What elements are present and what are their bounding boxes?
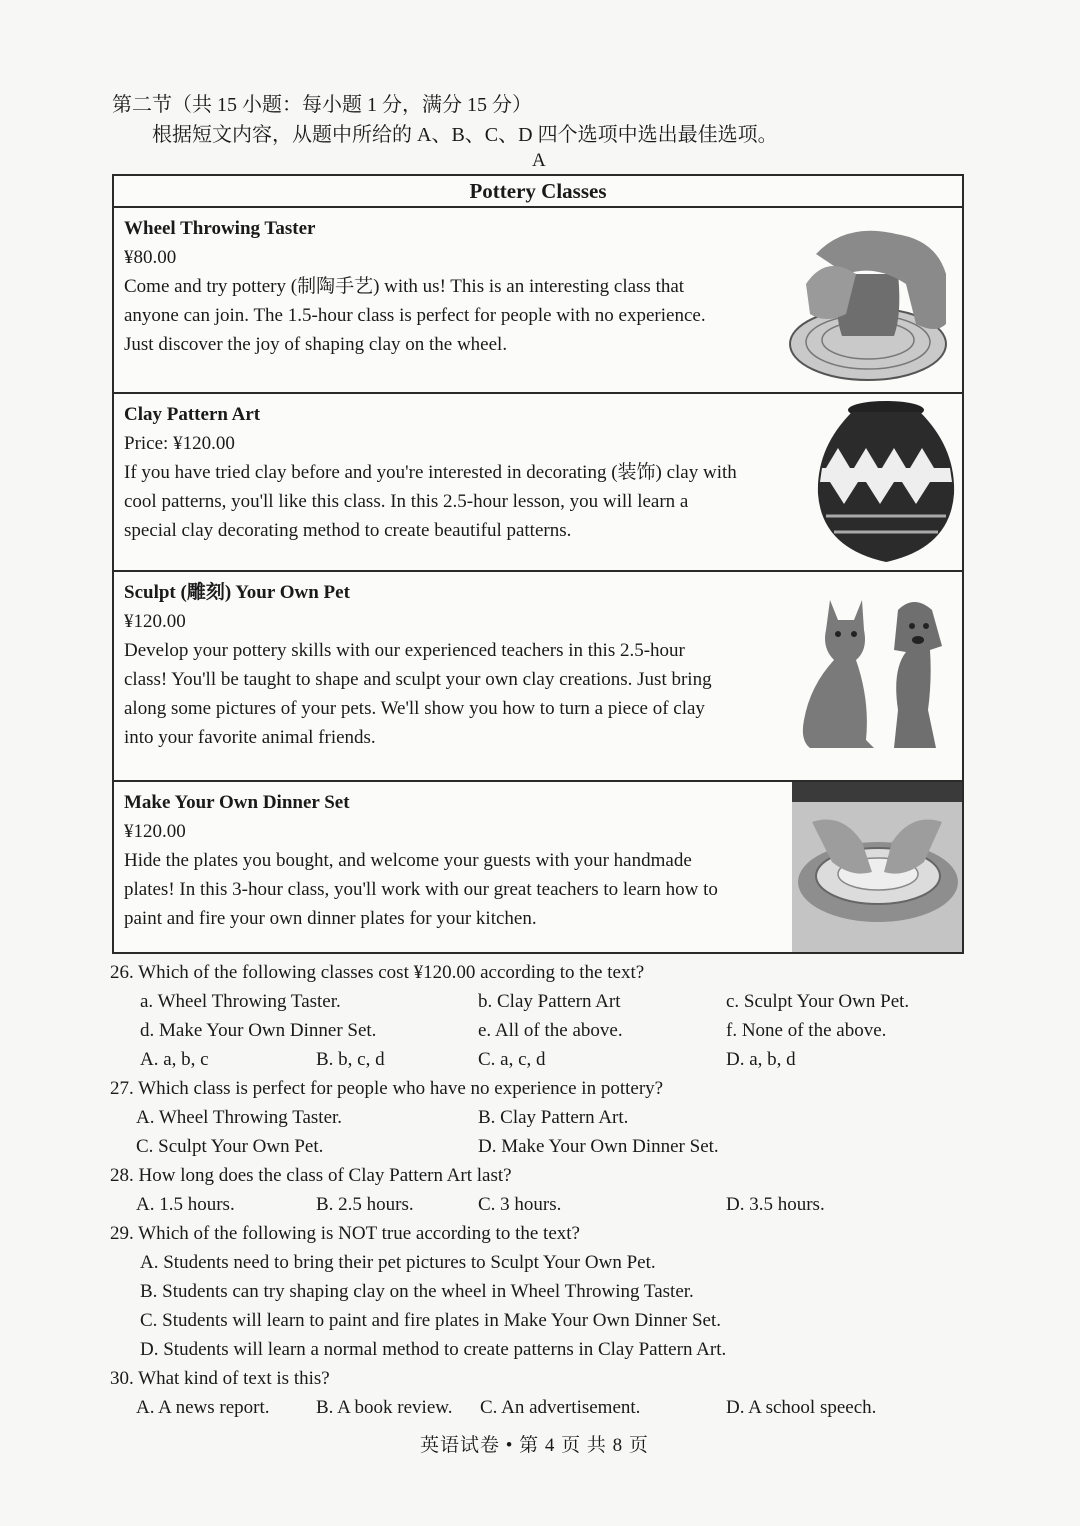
class-name: Make Your Own Dinner Set xyxy=(124,792,350,813)
question-26-stem: 26. Which of the following classes cost ¥120.00 according to the text? xyxy=(110,962,645,983)
passage-label: A xyxy=(532,150,546,171)
q28-option-a[interactable]: A. 1.5 hours. xyxy=(136,1194,235,1215)
q26-option-a[interactable]: A. a, b, c xyxy=(140,1049,209,1070)
desc-line: plates! In this 3-hour class, you'll work with our great teachers to learn how to xyxy=(124,879,718,900)
desc-line: Hide the plates you bought, and welcome your guests with your handmade xyxy=(124,850,692,871)
q28-option-c[interactable]: C. 3 hours. xyxy=(478,1194,562,1215)
class-text xyxy=(124,400,794,545)
q26-option-d[interactable]: D. a, b, d xyxy=(726,1049,796,1070)
desc-line: paint and fire your own dinner plates for your kitchen. xyxy=(124,908,537,929)
desc-line: anyone can join. The 1.5-hour class is perfect for people with no experience. xyxy=(124,305,706,326)
q28-option-d[interactable]: D. 3.5 hours. xyxy=(726,1194,825,1215)
q27-option-b[interactable]: B. Clay Pattern Art. xyxy=(478,1107,629,1128)
class-text xyxy=(124,788,776,933)
class-clay-pattern-art xyxy=(114,394,962,572)
q27-option-c[interactable]: C. Sculpt Your Own Pet. xyxy=(136,1136,324,1157)
class-price: ¥80.00 xyxy=(124,247,177,268)
instruction: 根据短文内容，从题中所给的 A、B、C、D 四个选项中选出最佳选项。 xyxy=(152,124,778,146)
q29-option-c[interactable]: C. Students will learn to paint and fire plates in Make Your Own Dinner Set. xyxy=(140,1310,722,1331)
pottery-ad xyxy=(112,174,964,954)
class-text xyxy=(124,578,769,752)
desc-line: into your favorite animal friends. xyxy=(124,727,376,748)
q26-option-b[interactable]: B. b, c, d xyxy=(316,1049,385,1070)
question-29-stem: 29. Which of the following is NOT true according to the text? xyxy=(110,1223,580,1244)
class-make-your-own-dinner-set xyxy=(114,782,962,954)
desc-line: Come and try pottery (制陶手艺) with us! This is an interesting class that xyxy=(124,276,685,297)
q26-item: a. Wheel Throwing Taster. xyxy=(140,991,341,1012)
class-name: Sculpt (雕刻) Your Own Pet xyxy=(124,582,350,603)
q30-option-c[interactable]: C. An advertisement. xyxy=(480,1397,641,1418)
q26-item: b. Clay Pattern Art xyxy=(478,991,621,1012)
clay-pets-image xyxy=(790,590,958,762)
class-price: Price: ¥120.00 xyxy=(124,433,235,454)
class-sculpt-your-own-pet xyxy=(114,572,962,782)
q29-option-d[interactable]: D. Students will learn a normal method to create patterns in Clay Pattern Art. xyxy=(140,1339,727,1360)
q26-item: f. None of the above. xyxy=(726,1020,887,1041)
section-heading: 第二节（共 15 小题：每小题 1 分，满分 15 分） xyxy=(112,94,532,116)
page-footer: 英语试卷 • 第 4 页 共 8 页 xyxy=(420,1435,649,1456)
desc-line: along some pictures of your pets. We'll show you how to turn a piece of clay xyxy=(124,698,705,719)
question-27-stem: 27. Which class is perfect for people who have no experience in pottery? xyxy=(110,1078,664,1099)
question-30-stem: 30. What kind of text is this? xyxy=(110,1368,330,1389)
class-text xyxy=(124,214,774,359)
desc-line: class! You'll be taught to shape and sculpt your own clay creations. Just bring xyxy=(124,669,712,690)
class-wheel-throwing xyxy=(114,208,962,394)
class-price: ¥120.00 xyxy=(124,611,186,632)
class-name: Wheel Throwing Taster xyxy=(124,218,316,239)
q30-option-a[interactable]: A. A news report. xyxy=(136,1397,270,1418)
q28-option-b[interactable]: B. 2.5 hours. xyxy=(316,1194,414,1215)
q29-option-a[interactable]: A. Students need to bring their pet pictures to Sculpt Your Own Pet. xyxy=(140,1252,656,1273)
desc-line: special clay decorating method to create beautiful patterns. xyxy=(124,520,572,541)
q26-item: d. Make Your Own Dinner Set. xyxy=(140,1020,377,1041)
question-28-stem: 28. How long does the class of Clay Pattern Art last? xyxy=(110,1165,512,1186)
q30-option-b[interactable]: B. A book review. xyxy=(316,1397,453,1418)
q30-option-d[interactable]: D. A school speech. xyxy=(726,1397,877,1418)
q27-option-d[interactable]: D. Make Your Own Dinner Set. xyxy=(478,1136,719,1157)
q26-option-c[interactable]: C. a, c, d xyxy=(478,1049,546,1070)
desc-line: If you have tried clay before and you're interested in decorating (装饰) clay with xyxy=(124,462,737,483)
pottery-wheel-image xyxy=(786,214,956,386)
q26-item: e. All of the above. xyxy=(478,1020,623,1041)
class-name: Clay Pattern Art xyxy=(124,404,261,425)
desc-line: Develop your pottery skills with our experienced teachers in this 2.5-hour xyxy=(124,640,685,661)
patterned-vase-image xyxy=(812,398,960,566)
q26-item: c. Sculpt Your Own Pet. xyxy=(726,991,910,1012)
desc-line: cool patterns, you'll like this class. In this 2.5-hour lesson, you will learn a xyxy=(124,491,689,512)
q27-option-a[interactable]: A. Wheel Throwing Taster. xyxy=(136,1107,343,1128)
q29-option-b[interactable]: B. Students can try shaping clay on the wheel in Wheel Throwing Taster. xyxy=(140,1281,694,1302)
class-price: ¥120.00 xyxy=(124,821,186,842)
plate-making-image xyxy=(792,782,962,952)
desc-line: Just discover the joy of shaping clay on the wheel. xyxy=(124,334,508,355)
ad-title: Pottery Classes xyxy=(114,176,962,208)
